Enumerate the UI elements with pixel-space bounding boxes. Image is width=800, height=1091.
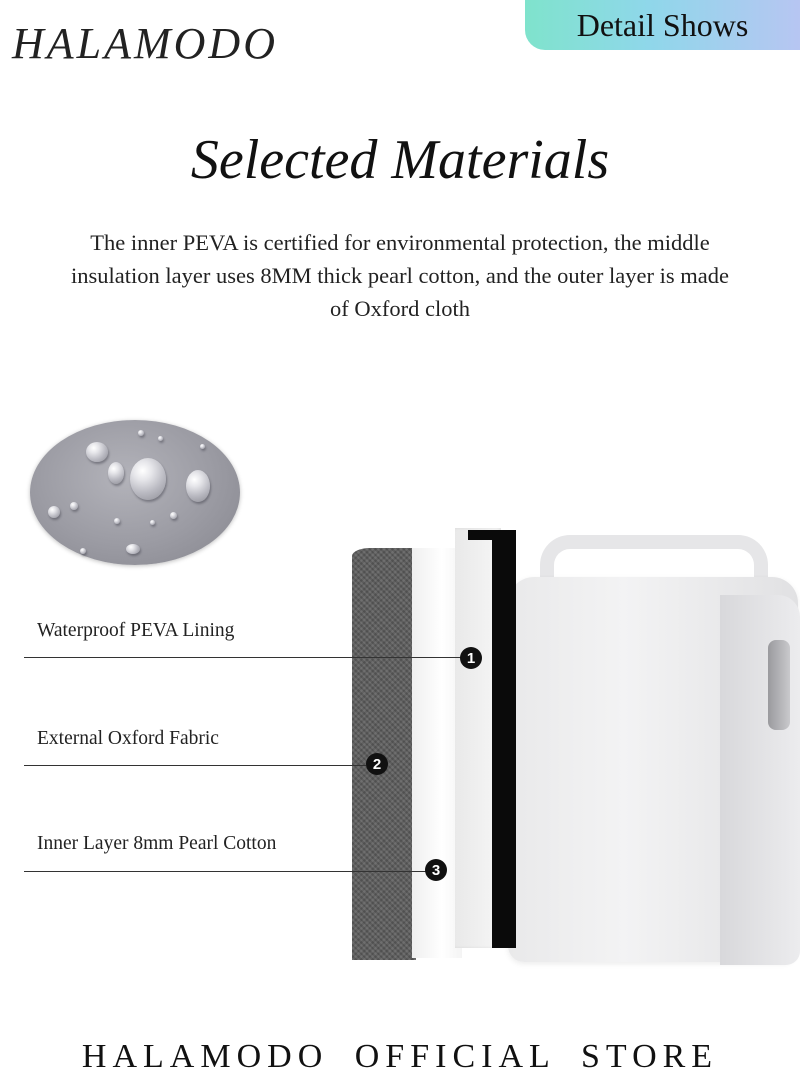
description-line: of Oxford cloth — [330, 296, 470, 321]
lunch-bag-image — [470, 535, 800, 975]
page-title: Selected Materials — [190, 129, 610, 191]
brand-logo: HALAMODO — [12, 19, 278, 68]
layer-label-oxford: External Oxford Fabric — [37, 728, 219, 749]
leader-line — [24, 765, 366, 766]
leader-line — [24, 871, 426, 872]
badge-label: Detail Shows — [576, 6, 749, 43]
detail-shows-badge — [525, 0, 800, 50]
waterproof-droplet-image — [30, 420, 240, 565]
leader-line — [24, 657, 464, 658]
strap-clip — [768, 640, 790, 730]
store-footer: HALAMODO OFFICIAL STORE — [81, 1038, 719, 1075]
layer-number-3: 3 — [425, 859, 447, 881]
layer-number-1: 1 — [460, 647, 482, 669]
description-line: insulation layer uses 8MM thick pearl cotton, and the outer layer is made — [71, 263, 729, 288]
description-line: The inner PEVA is certified for environmental protection, the middle — [90, 230, 710, 255]
oxford-fabric-layer — [352, 548, 416, 960]
layer-label-peva: Waterproof PEVA Lining — [37, 620, 235, 641]
layer-label-cotton: Inner Layer 8mm Pearl Cotton — [37, 833, 277, 854]
layer-number-2: 2 — [366, 753, 388, 775]
layer-edge — [492, 530, 516, 948]
description — [6, 226, 794, 325]
